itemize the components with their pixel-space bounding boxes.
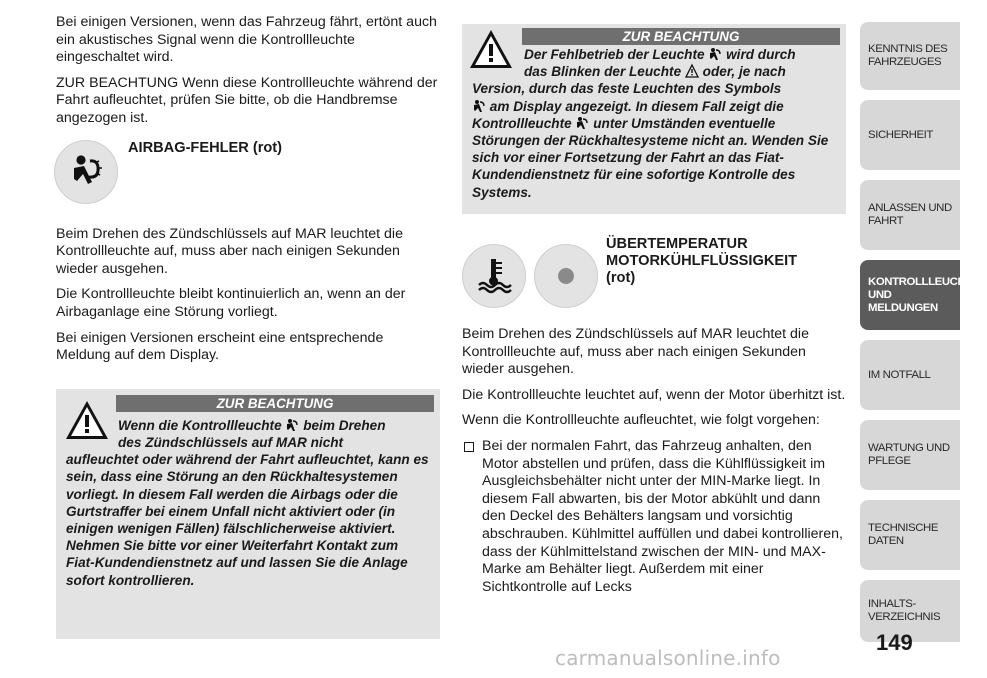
note-text-fragment: Störungen der Rückhaltesysteme nicht an. Wenden Sie sich vor einer Fortsetzung der Fahrt an das Fiat-Kundendienstnetz für eine sofortige Kontrolle des Systems.	[472, 133, 829, 200]
nav-tab-label: FAHRZEUGES	[868, 56, 942, 68]
nav-tab-anlassen[interactable]	[860, 180, 960, 250]
checkbox-bullet-icon	[464, 442, 474, 452]
airbag-warning-heading	[56, 138, 440, 218]
note-text	[472, 32, 836, 201]
note-text-fragment: beim Drehen	[299, 417, 386, 433]
nav-tab-label: TECHNISCHE DATEN	[868, 522, 939, 547]
paragraph: ZUR BEACHTUNG Wenn diese Kontrollleuchte während der Fahrt aufleuchtet, prüfen Sie bitte, ob die Handbremse angezogen ist.	[56, 74, 438, 126]
nav-tab-kontrollleuchten[interactable]	[860, 260, 987, 330]
page-number: 149	[876, 630, 913, 655]
nav-tab-label: FAHRT	[868, 215, 904, 227]
nav-tab-label: IM NOTFALL	[868, 368, 931, 381]
paragraph: Bei einigen Versionen, wenn das Fahrzeug fährt, ertönt auch ein akustisches Signal wenn die Kontrollleuchte eingeschaltet wird.	[56, 14, 437, 66]
watermark: carmanualsonline.info	[555, 646, 781, 670]
note-text-fragment: des Zündschlüssels auf MAR nicht	[118, 434, 344, 450]
nav-tab-label: KONTROLLLEUCHTEN	[868, 275, 987, 288]
note-text-fragment: das Blinken der Leuchte	[524, 64, 685, 80]
airbag-warning-light-icon	[54, 140, 118, 204]
paragraph: Die Kontrollleuchte leuchtet auf, wenn der Motor überhitzt ist.	[462, 386, 846, 403]
warning-note-box	[462, 24, 846, 214]
note-text-fragment: unter Umständen eventuelle	[589, 115, 776, 131]
note-text	[66, 397, 430, 589]
paragraph: Wenn die Kontrollleuchte aufleuchtet, wie folgt vorgehen:	[462, 412, 820, 429]
overheat-warning-heading	[462, 236, 846, 318]
note-text-fragment: aufleuchtet oder während der Fahrt aufleuchtet, kann es sein, dass eine Störung an den Rückhaltesystemen vorliegt. In diesem Fall werden die Airbags oder die Gurtstraffer bei einem Unfall nicht aktiviert oder (in einigen wenigen Fällen) fälschlicherweise aktiviert. Nehmen Sie bitte vor einer Weiterfahrt Kontakt zum Fiat-Kundendienstnetz auf und lassen Sie die Anlage sofort kontrollieren.	[66, 452, 429, 588]
title-line: MOTORKÜHLFLÜSSIGKEIT	[606, 253, 798, 269]
note-text-fragment: Der Fehlbetrieb der Leuchte	[524, 47, 709, 62]
nav-tab-label: ANLASSEN UND	[868, 202, 952, 214]
airbag-inline-icon	[472, 99, 486, 113]
warning-triangle-icon	[64, 399, 110, 446]
nav-tab-wartung[interactable]	[860, 420, 960, 490]
nav-tab-notfall[interactable]	[860, 340, 960, 410]
warning-triangle-inline-icon	[685, 64, 699, 78]
left-column	[56, 14, 440, 639]
paragraph: Bei der normalen Fahrt, das Fahrzeug anhalten, den Motor abstellen und prüfen, dass die Kühlflüssigkeit im Ausgleichsbehälter nicht unter der MIN-Marke liegt. In diesem Fall abwarten, bis der Motor abkühlt und dann den Deckel des Behälters langsam und vorsichtig abschrauben. Kühlmittel auffüllen und dabei kontrollieren, dass der Kühlmittelstand zwischen der MIN- und MAX-Marke am Behälter liegt. Außerdem mit einer Sichtkontrolle auf Lecks	[482, 437, 843, 595]
nav-tab-label: KENNTNIS DES	[868, 43, 948, 55]
nav-tab-label: UND MELDUNGEN	[868, 288, 938, 314]
note-header: ZUR BEACHTUNG	[116, 395, 434, 412]
note-text-fragment: oder, je nach	[698, 64, 786, 80]
airbag-section-title: AIRBAG-FEHLER (rot)	[128, 139, 283, 156]
note-header: ZUR BEACHTUNG	[522, 28, 840, 45]
overheat-section-title	[606, 236, 797, 287]
note-text-fragment: wird durch	[722, 47, 796, 62]
coolant-temperature-icon	[462, 244, 526, 308]
warning-triangle-icon	[468, 28, 514, 75]
airbag-inline-icon	[575, 116, 589, 130]
nav-tab-label: PFLEGE	[868, 455, 911, 467]
note-text-fragment: Kontrollleuchte	[472, 115, 576, 131]
paragraph: Beim Drehen des Zündschlüssels auf MAR leuchtet die Kontrollleuchte auf, muss aber nach einigen Sekunden wieder ausgehen.	[462, 326, 809, 378]
nav-tab-sicherheit[interactable]	[860, 100, 960, 170]
nav-tab-kenntnis[interactable]	[860, 22, 960, 90]
warning-note-box	[56, 389, 440, 639]
nav-tab-label: VERZEICHNIS	[868, 611, 941, 623]
paragraph: Beim Drehen des Zündschlüssels auf MAR leuchtet die Kontrollleuchte auf, muss aber nach einigen Sekunden wieder ausgehen.	[56, 225, 403, 277]
nav-tab-label: INHALTS-	[868, 598, 916, 610]
note-text-fragment: Wenn die Kontrollleuchte	[118, 417, 286, 433]
note-text-fragment: am Display angezeigt. In diesem Fall zeigt die	[486, 98, 784, 114]
list-item	[462, 438, 846, 596]
airbag-inline-icon	[285, 418, 299, 432]
nav-tab-label: SICHERHEIT	[868, 128, 933, 141]
note-text-fragment: Version, durch das feste Leuchten des Symbols	[472, 81, 782, 97]
nav-tab-technische-daten[interactable]	[860, 500, 960, 570]
nav-tab-label: WARTUNG UND	[868, 442, 950, 454]
title-line: ÜBERTEMPERATUR	[606, 236, 748, 252]
title-line: (rot)	[606, 270, 636, 286]
indicator-light-icon	[534, 244, 598, 308]
right-column	[462, 24, 846, 604]
paragraph: Bei einigen Versionen erscheint eine entsprechende Meldung auf dem Display.	[56, 329, 384, 364]
airbag-inline-icon	[708, 47, 722, 61]
paragraph: Die Kontrollleuchte bleibt kontinuierlich an, wenn an der Airbaganlage eine Störung vorliegt.	[56, 286, 406, 320]
